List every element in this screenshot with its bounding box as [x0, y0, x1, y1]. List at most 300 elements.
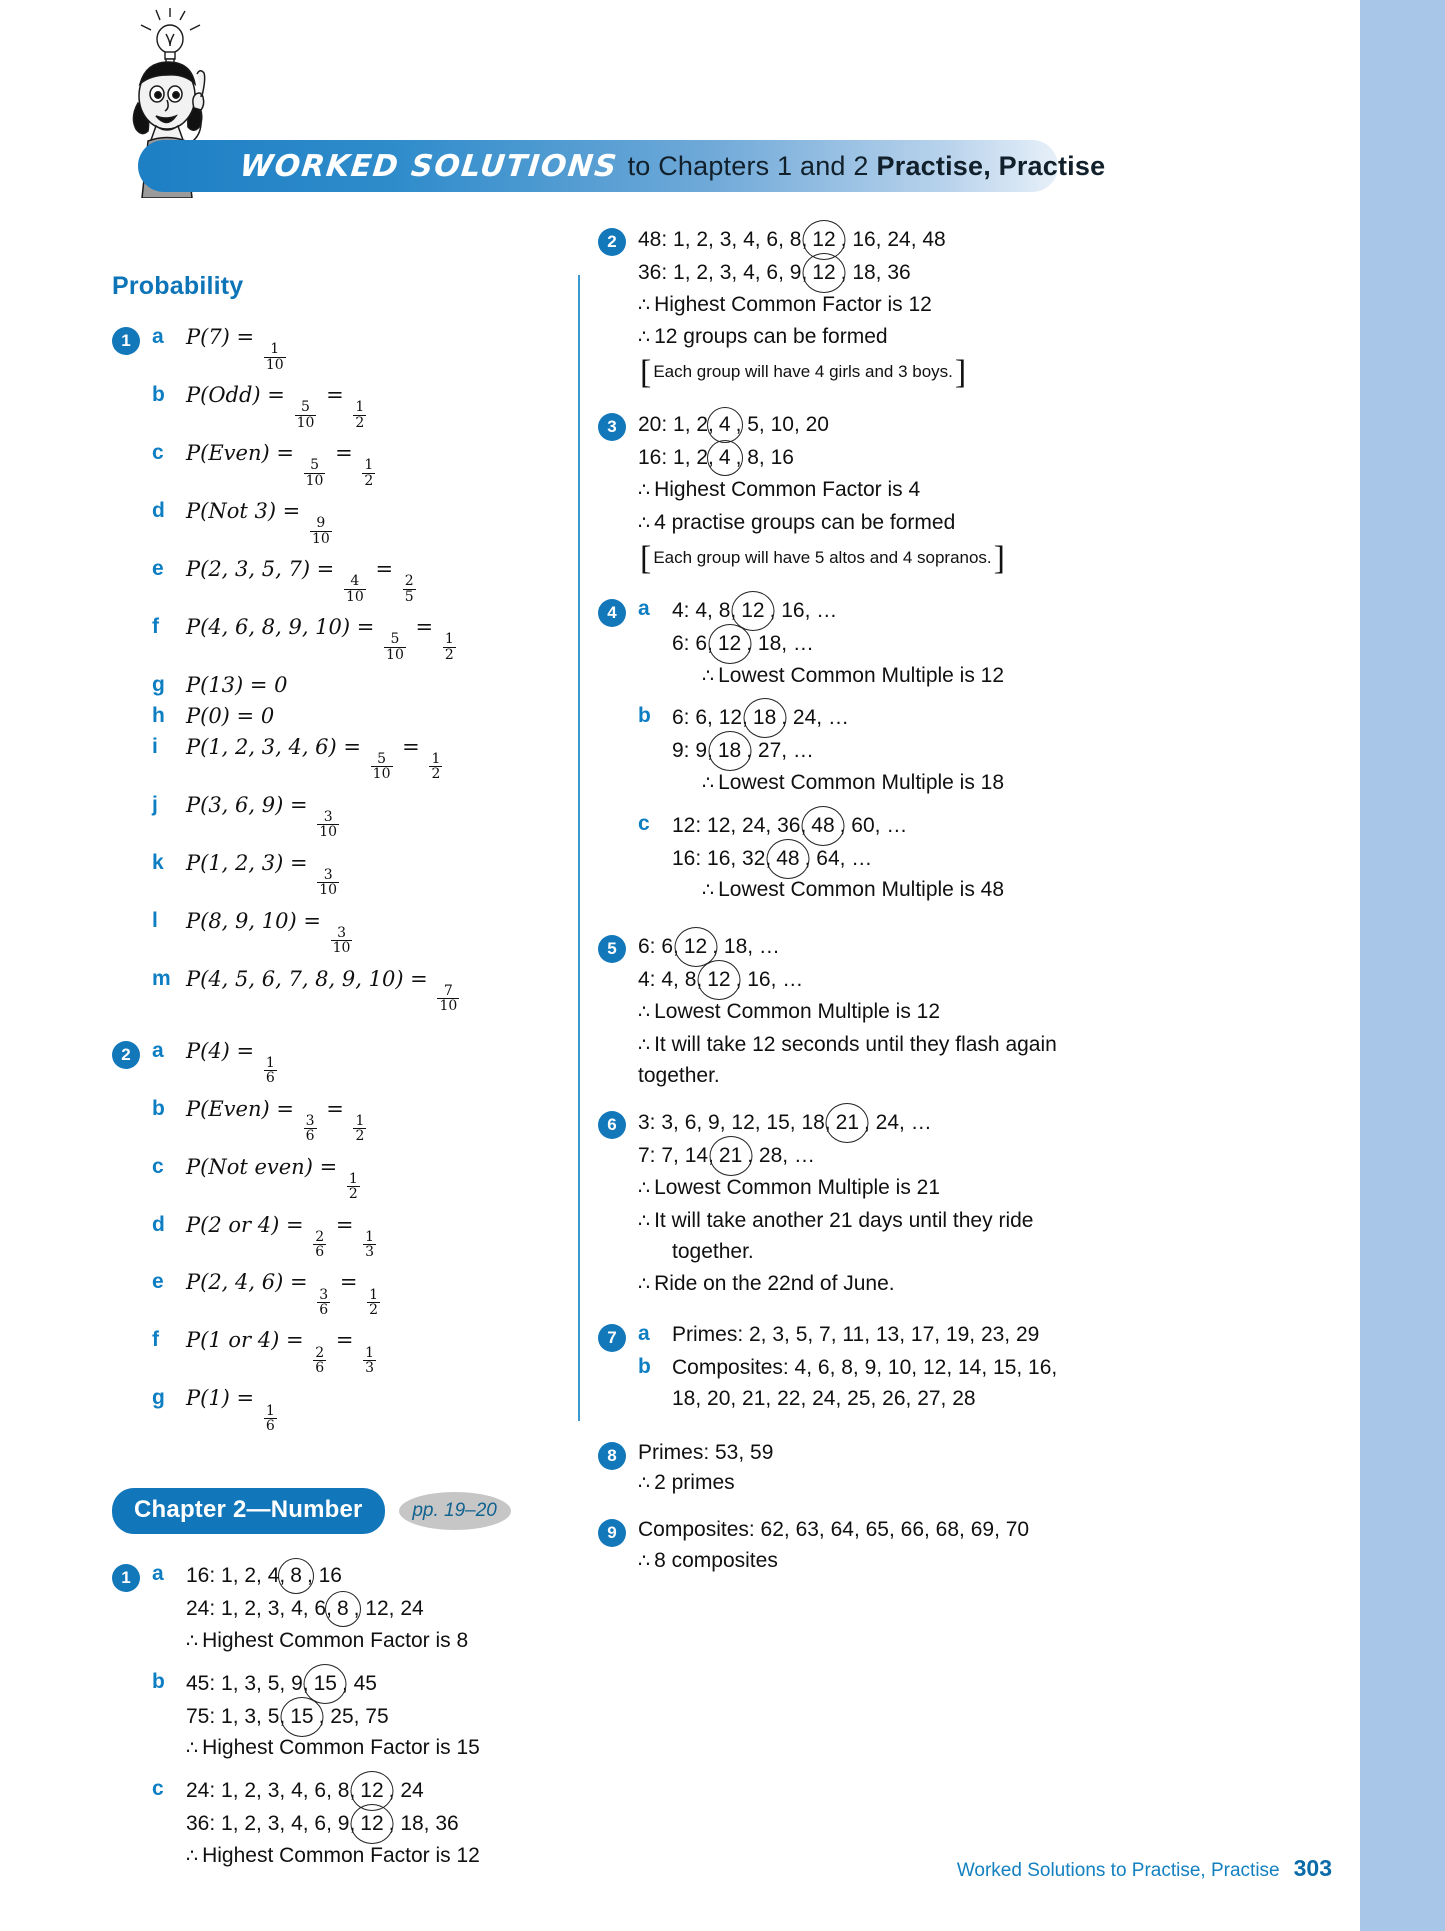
therefore-icon: ∴ [702, 664, 715, 687]
line-prefix: 48: 1, 2, 3, 4, 6, 8, [638, 228, 808, 251]
question-block [598, 409, 1068, 576]
multiple-line [672, 702, 1068, 734]
question-number-badge: 3 [598, 413, 626, 441]
circled-value: 21 [715, 1140, 746, 1172]
therefore-icon: ∴ [702, 772, 715, 795]
sub-letter: f [152, 614, 159, 638]
conclusion-line: ∴ Highest Common Factor is 4 [638, 478, 921, 502]
expr: P(1, 2, 3, 4, 6) = [186, 734, 368, 759]
fraction: $\frac{5}{10}$ [386, 631, 404, 663]
fraction: $\frac{5}{10}$ [296, 399, 315, 431]
circled-value: 18 [749, 702, 780, 734]
line-suffix: , 60, … [839, 813, 908, 837]
sub-item [152, 555, 567, 604]
sub-content [672, 1353, 1068, 1415]
question-block [598, 595, 1068, 917]
fraction: $\frac{3}{10}$ [319, 867, 338, 899]
sub-item [152, 439, 567, 488]
line-prefix: 4: 4, 8, [672, 598, 737, 622]
circled-value: 21 [832, 1107, 863, 1139]
sub-letter: b [638, 704, 651, 728]
circled-value: 12 [808, 257, 839, 289]
question-block [598, 1515, 1068, 1579]
line-suffix: , 18, 36 [388, 1812, 459, 1836]
fraction: $\frac{2}{6}$ [315, 1228, 325, 1261]
section-title-probability: Probability [112, 272, 244, 300]
multiple-line [638, 1140, 1068, 1172]
line-prefix: 36: 1, 2, 3, 4, 6, 9, [186, 1812, 356, 1836]
circled-value: 8 [286, 1560, 306, 1592]
sub-item [638, 1353, 1068, 1415]
therefore-icon: ∴ [638, 1209, 651, 1232]
conclusion-line: ∴ Lowest Common Multiple is 12 [638, 999, 941, 1023]
sub-item [152, 1095, 567, 1144]
circled-value: 48 [772, 843, 803, 875]
sub-content [672, 810, 1068, 908]
sub-letter: e [152, 1270, 164, 1294]
line-suffix: , 45 [341, 1671, 377, 1695]
line-prefix: 12: 12, 24, 36, [672, 813, 807, 837]
sub-item [638, 1320, 1068, 1351]
bracketed-note [638, 539, 1068, 577]
therefore-icon: ∴ [186, 1737, 199, 1760]
sub-letter: d [152, 1212, 165, 1236]
sub-letter: a [638, 1322, 650, 1346]
question-block [598, 931, 1068, 1093]
expr: P(0) = 0 [186, 703, 275, 728]
column-divider [578, 275, 580, 1421]
conclusion-line: ∴ 8 composites [638, 1549, 778, 1573]
sub-item [152, 1326, 567, 1375]
sub-letter: k [152, 850, 164, 874]
fraction: $\frac{7}{10}$ [439, 983, 458, 1015]
fraction: $\frac{1}{3}$ [365, 1344, 375, 1377]
left-column [112, 272, 567, 1889]
question-body [152, 1037, 567, 1443]
line-prefix: 16: 16, 32, [672, 846, 772, 870]
line-suffix: , 12, 24 [353, 1597, 424, 1621]
sub-letter: c [152, 1154, 164, 1178]
factor-line [186, 1775, 567, 1807]
question-number-badge: 2 [598, 228, 626, 256]
sub-content [186, 439, 567, 488]
fraction: $\frac{1}{2}$ [355, 1113, 365, 1145]
line-prefix: 4: 4, 8, [638, 968, 703, 992]
line-prefix: 24: 1, 2, 3, 4, 6, [186, 1597, 332, 1621]
composites-line: Composites: 4, 6, 8, 9, 10, 12, 14, 15, 16, [672, 1356, 1058, 1380]
factor-line [186, 1593, 567, 1625]
therefore-icon: ∴ [638, 1550, 651, 1573]
therefore-icon: ∴ [638, 1033, 651, 1056]
sub-item [152, 323, 567, 372]
expr: P(1) = [186, 1386, 261, 1411]
conclusion-line: ∴ It will take 12 seconds until they flash again [638, 1032, 1057, 1056]
sub-item [152, 702, 567, 732]
sub-letter: h [152, 703, 165, 727]
sub-letter: g [152, 1386, 165, 1410]
line-prefix: 6: 6, 12, [672, 706, 748, 730]
multiple-line [638, 931, 1068, 963]
right-column [598, 228, 1068, 1585]
line-suffix: , 18, … [746, 631, 814, 655]
fraction: $\frac{5}{10}$ [372, 751, 391, 783]
therefore-icon: ∴ [638, 1273, 651, 1296]
sub-item [638, 702, 1068, 800]
sub-content [672, 1320, 1068, 1351]
question-number-badge: 5 [598, 935, 626, 963]
therefore-icon: ∴ [186, 1844, 199, 1867]
chapter-pill: Chapter 2—Number [112, 1488, 385, 1534]
chapter-heading-row [112, 1488, 567, 1534]
line-suffix: , 16, … [769, 598, 838, 622]
fraction: $\frac{3}{10}$ [332, 925, 351, 957]
expr: P(4, 6, 8, 9, 10) = [186, 614, 382, 639]
question-block [598, 1107, 1068, 1302]
expr: P(1, 2, 3) = [186, 850, 315, 875]
page-range-oval: pp. 19–20 [399, 1492, 511, 1530]
question-body [638, 409, 1068, 576]
question-number-badge: 7 [598, 1324, 626, 1352]
sub-content [186, 1037, 567, 1086]
sub-letter: f [152, 1328, 159, 1352]
conclusion-line: ∴ Lowest Common Multiple is 21 [638, 1175, 941, 1199]
fraction: $\frac{4}{10}$ [345, 573, 364, 605]
circled-value: 12 [808, 224, 839, 256]
sub-content [186, 1153, 567, 1202]
circled-value: 4 [715, 409, 735, 441]
line-prefix: 20: 1, 2, [638, 413, 714, 437]
factor-line [186, 1668, 567, 1700]
sub-item [638, 595, 1068, 693]
circled-value: 48 [807, 810, 838, 842]
therefore-icon: ∴ [638, 1000, 651, 1023]
bracket-open-icon: [ [640, 539, 652, 577]
sub-content [186, 1560, 567, 1658]
question-body [152, 1560, 567, 1882]
line-prefix: 24: 1, 2, 3, 4, 6, 8, [186, 1779, 356, 1803]
question-body [638, 1515, 1068, 1579]
question-number-badge: 1 [112, 1564, 140, 1592]
fraction: $\frac{3}{10}$ [319, 809, 338, 841]
sub-content [186, 1095, 567, 1144]
question-block [598, 1320, 1068, 1423]
sub-content [186, 1668, 567, 1766]
expr: P(Not even) = [186, 1154, 344, 1179]
sub-content [672, 595, 1068, 693]
conclusion-line: ∴ 12 groups can be formed [638, 325, 888, 349]
therefore-icon: ∴ [638, 293, 651, 316]
sub-item [152, 965, 567, 1014]
expr: P(4) = [186, 1038, 261, 1063]
sub-content [186, 849, 567, 898]
question-block [112, 1037, 567, 1443]
line-prefix: 75: 1, 3, 5, [186, 1704, 286, 1728]
fraction: $\frac{3}{6}$ [305, 1113, 315, 1145]
expr: P(Even) = [186, 1096, 301, 1121]
conclusion-line: ∴ 2 primes [638, 1471, 735, 1495]
sub-content [186, 733, 567, 782]
question-body [638, 224, 1068, 391]
fraction: $\frac{9}{10}$ [311, 515, 330, 547]
fraction: $\frac{3}{6}$ [319, 1286, 329, 1319]
line-suffix: , 27, … [746, 739, 814, 763]
conclusion-line: ∴ Ride on the 22nd of June. [638, 1272, 895, 1296]
sub-letter: b [152, 1669, 165, 1693]
factor-line [186, 1560, 567, 1592]
fraction: $\frac{1}{6}$ [265, 1055, 275, 1087]
header-banner-text [238, 142, 1106, 190]
equals: = [329, 1328, 361, 1353]
expr: P(Not 3) = [186, 498, 307, 523]
wrap-line: together. [638, 1063, 720, 1087]
fraction: $\frac{1}{2}$ [348, 1170, 358, 1203]
line-prefix: 36: 1, 2, 3, 4, 6, 9, [638, 260, 808, 284]
question-block [598, 1438, 1068, 1502]
equals: = [368, 556, 400, 581]
sub-letter: l [152, 908, 158, 932]
sub-item [152, 1037, 567, 1086]
sub-item [638, 810, 1068, 908]
sub-letter: c [152, 1777, 164, 1801]
bracket-open-icon: [ [640, 354, 652, 392]
question-number-badge: 8 [598, 1442, 626, 1470]
sub-item [152, 1560, 567, 1658]
question-block [112, 1560, 567, 1882]
sub-item [152, 497, 567, 546]
line-prefix: 3: 3, 6, 9, 12, 15, 18, [638, 1111, 831, 1135]
question-number-badge: 4 [598, 599, 626, 627]
line-suffix: , 5, 10, 20 [735, 413, 829, 437]
sub-content [186, 1384, 567, 1433]
question-body [152, 323, 567, 1023]
expr: P(Even) = [186, 440, 301, 465]
multiple-line [638, 1107, 1068, 1139]
line-suffix: , 18, … [712, 935, 780, 959]
sub-content [186, 671, 567, 701]
line-suffix: , 24, … [864, 1111, 932, 1135]
conclusion-line: ∴ Lowest Common Multiple is 48 [702, 878, 1005, 902]
sub-letter: c [152, 440, 164, 464]
conclusion-line: ∴ Highest Common Factor is 12 [638, 292, 932, 316]
circled-value: 12 [680, 931, 711, 963]
fraction: $\frac{2}{5}$ [404, 573, 414, 605]
sub-letter: j [152, 792, 158, 816]
expr: P(3, 6, 9) = [186, 792, 315, 817]
sub-content [186, 1268, 567, 1317]
line-suffix: , 24 [388, 1779, 424, 1803]
multiple-line [672, 628, 1068, 660]
note-text: Each group will have 5 altos and 4 sopranos. [653, 547, 992, 567]
sub-letter: a [152, 1562, 164, 1586]
sub-letter: b [152, 382, 165, 406]
sub-item [152, 1153, 567, 1202]
circled-value: 4 [715, 442, 735, 474]
question-number-badge: 1 [112, 327, 140, 355]
sub-content [186, 965, 567, 1014]
therefore-icon: ∴ [186, 1630, 199, 1652]
line-suffix: , 25, 75 [318, 1704, 389, 1728]
sub-item [152, 733, 567, 782]
banner-bold-text: Practise, Practise [876, 150, 1106, 181]
sub-letter: b [638, 1355, 651, 1379]
line-prefix: 6: 6, [672, 631, 713, 655]
bracketed-note [638, 354, 1068, 392]
factor-line [638, 409, 1068, 441]
sub-letter: m [152, 966, 171, 990]
composites-line-cont: 18, 20, 21, 22, 24, 25, 26, 27, 28 [672, 1386, 976, 1410]
factor-line [638, 442, 1068, 474]
sub-content [186, 497, 567, 546]
line-suffix: , 64, … [804, 846, 873, 870]
banner-middle-text: to Chapters 1 and 2 [627, 150, 869, 181]
sub-item [152, 671, 567, 701]
multiple-line [672, 843, 1068, 875]
sub-content [186, 1775, 567, 1873]
circled-value: 12 [703, 964, 734, 996]
circled-value: 12 [356, 1775, 387, 1807]
equals: = [328, 440, 360, 465]
line-prefix: 9: 9, [672, 739, 713, 763]
expr: P(Odd) = [186, 382, 292, 407]
composites-line: Composites: 62, 63, 64, 65, 66, 68, 69, 70 [638, 1518, 1030, 1542]
therefore-icon: ∴ [638, 479, 651, 502]
sub-item [152, 849, 567, 898]
sub-letter: g [152, 672, 165, 696]
sub-letter: a [152, 1038, 164, 1062]
therefore-icon: ∴ [638, 326, 651, 349]
conclusion-line: ∴ Highest Common Factor is 8 [186, 1629, 469, 1652]
question-body [638, 931, 1068, 1093]
equals: = [333, 1270, 365, 1295]
factor-line [638, 257, 1068, 289]
sub-item [152, 1668, 567, 1766]
sub-content [186, 555, 567, 604]
question-number-badge: 9 [598, 1519, 626, 1547]
sub-item [152, 1775, 567, 1873]
circled-value: 12 [737, 595, 768, 627]
sub-content [186, 381, 567, 430]
conclusion-line: ∴ It will take another 21 days until they ride [638, 1208, 1034, 1232]
sub-item [152, 1211, 567, 1260]
therefore-icon: ∴ [702, 879, 715, 902]
multiple-line [672, 810, 1068, 842]
equals: = [329, 1212, 361, 1237]
note-text: Each group will have 4 girls and 3 boys. [653, 362, 953, 382]
question-body [638, 595, 1068, 917]
multiple-line [672, 735, 1068, 767]
equals: = [395, 734, 427, 759]
line-suffix: , 18, 36 [840, 260, 911, 284]
line-suffix: , 16 [306, 1564, 342, 1588]
sub-item [152, 791, 567, 840]
sub-letter: a [152, 325, 164, 348]
expr: P(13) = 0 [186, 672, 288, 697]
sub-content [186, 613, 567, 662]
footer-text: Worked Solutions to Practise, Practise [956, 1860, 1280, 1881]
circled-value: 12 [356, 1808, 387, 1840]
sub-content [186, 1211, 567, 1260]
question-body [638, 1107, 1068, 1302]
sub-letter: e [152, 556, 164, 580]
conclusion-line: ∴ Lowest Common Multiple is 12 [702, 663, 1005, 687]
fraction: $\frac{1}{3}$ [365, 1228, 375, 1261]
factor-line [638, 224, 1068, 256]
fraction: $\frac{5}{10}$ [305, 457, 324, 489]
page-footer [957, 1855, 1332, 1882]
therefore-icon: ∴ [638, 1472, 651, 1495]
line-prefix: 6: 6, [638, 935, 679, 959]
expr: P(8, 9, 10) = [186, 908, 328, 933]
circled-value: 18 [714, 735, 745, 767]
fraction: $\frac{1}{2}$ [369, 1286, 379, 1319]
sub-letter: d [152, 498, 165, 522]
sub-letter: b [152, 1096, 165, 1120]
factor-line [186, 1808, 567, 1840]
sub-content [186, 791, 567, 840]
primes-line: Primes: 53, 59 [638, 1440, 774, 1464]
circled-value: 15 [310, 1668, 341, 1700]
sub-content [186, 323, 567, 372]
wrap-line: together. [672, 1239, 754, 1263]
line-suffix: , 16, … [735, 968, 804, 992]
expr: P(1 or 4) = [186, 1328, 311, 1353]
expr: P(2, 4, 6) = [186, 1270, 315, 1295]
fraction: $\frac{1}{10}$ [265, 341, 284, 373]
line-suffix: , 28, … [747, 1144, 815, 1168]
sub-content [186, 702, 567, 732]
line-prefix: 16: 1, 2, 4, [186, 1564, 286, 1588]
bracket-close-icon: ] [993, 539, 1005, 577]
conclusion-line: ∴ Lowest Common Multiple is 18 [702, 771, 1005, 795]
sub-item [152, 1384, 567, 1433]
sub-letter: c [638, 811, 650, 835]
circled-value: 15 [286, 1701, 317, 1733]
sub-content [186, 1326, 567, 1375]
sub-item [152, 381, 567, 430]
sub-item [152, 1268, 567, 1317]
banner-worked-solutions: WORKED SOLUTIONS [238, 148, 620, 184]
multiple-line [638, 964, 1068, 996]
sub-item [152, 907, 567, 956]
sub-item [152, 613, 567, 662]
question-number-badge: 2 [112, 1041, 140, 1069]
conclusion-line: ∴ Highest Common Factor is 15 [186, 1736, 480, 1760]
question-block [112, 323, 567, 1023]
question-block [598, 224, 1068, 391]
fraction: $\frac{1}{2}$ [444, 631, 454, 663]
conclusion-line: ∴ Highest Common Factor is 12 [186, 1843, 480, 1867]
fraction: $\frac{1}{6}$ [265, 1402, 275, 1435]
fraction: $\frac{1}{2}$ [355, 399, 365, 431]
equals: = [319, 1096, 351, 1121]
therefore-icon: ∴ [638, 511, 651, 534]
sub-letter: a [638, 596, 650, 620]
primes-line: Primes: 2, 3, 5, 7, 11, 13, 17, 19, 23, 29 [672, 1323, 1040, 1347]
conclusion-line: ∴ 4 practise groups can be formed [638, 510, 956, 534]
equals: = [408, 614, 440, 639]
factor-line [186, 1701, 567, 1733]
line-prefix: 7: 7, 14, [638, 1144, 714, 1168]
line-prefix: 45: 1, 3, 5, 9, [186, 1671, 309, 1695]
fraction: $\frac{2}{6}$ [315, 1344, 325, 1377]
bracket-close-icon: ] [954, 354, 967, 392]
expr: P(7) = [186, 325, 261, 349]
line-suffix: , 16, 24, 48 [840, 228, 946, 251]
expr: P(2, 3, 5, 7) = [186, 556, 341, 581]
equals: = [319, 382, 351, 407]
sub-content [672, 702, 1068, 800]
fraction: $\frac{1}{2}$ [364, 457, 374, 489]
